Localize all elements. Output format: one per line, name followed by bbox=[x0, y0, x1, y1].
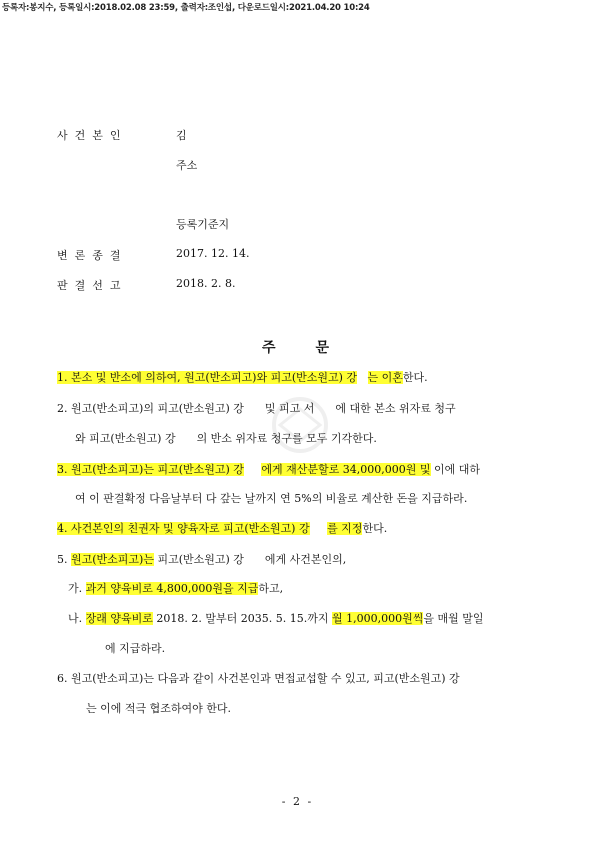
item-4-highlight-a: 4. 사건본인의 친권자 및 양육자로 피고(반소원고) 강 bbox=[57, 522, 310, 535]
item-5-na-tail: 을 매월 말일 bbox=[423, 612, 484, 625]
item-5-na-highlight-a: 장래 양육비로 bbox=[85, 612, 153, 625]
item-2-line-1: 2. 원고(반소피고)의 피고(반소원고) 강 및 피고 서 에 대한 본소 위자료 청구 bbox=[57, 402, 456, 415]
item-2-line-2: 와 피고(반소원고) 강 의 반소 위자료 청구를 모두 기각한다. bbox=[75, 432, 377, 445]
item-4-highlight-b: 를 지정 bbox=[327, 522, 363, 535]
address-label: 주소 bbox=[176, 159, 198, 172]
verdict-date: 2018. 2. 8. bbox=[176, 277, 236, 290]
item-1 bbox=[57, 369, 428, 385]
item-5-ga-tail: 하고, bbox=[258, 582, 284, 595]
item-4 bbox=[57, 520, 387, 536]
item-5-highlight: 원고(반소피고)는 bbox=[71, 553, 154, 566]
item-1-highlight-a: 1. 본소 및 반소에 의하여, 원고(반소피고)와 피고(반소원고) 강 bbox=[57, 371, 358, 384]
item-3-line-1 bbox=[57, 461, 480, 477]
item-1-tail: 한다. bbox=[402, 371, 428, 384]
item-6-line-2: 는 이에 적극 협조하여야 한다. bbox=[86, 702, 231, 715]
item-5-prefix: 5. bbox=[57, 553, 71, 566]
item-5-na-highlight-b: 월 1,000,000원씩 bbox=[331, 612, 424, 625]
title-char-1: 주 bbox=[262, 340, 276, 356]
item-3-tail: 이에 대하 bbox=[430, 463, 481, 476]
item-1-highlight-b: 는 이혼 bbox=[367, 371, 403, 384]
item-4-tail: 한다. bbox=[362, 522, 388, 535]
item-3-line-2: 여 이 판결확정 다음날부터 다 갚는 날까지 연 5%의 비율로 계산한 돈을 지급하라. bbox=[75, 492, 468, 505]
case-name: 김 bbox=[176, 129, 187, 142]
item-1-gap bbox=[357, 371, 368, 384]
close-date: 2017. 12. 14. bbox=[176, 247, 250, 260]
item-5-ga-highlight: 과거 양육비로 4,800,000원을 지급 bbox=[85, 582, 259, 595]
item-5-na-mid: 2018. 2. 말부터 2035. 5. 15.까지 bbox=[152, 612, 332, 625]
item-4-gap bbox=[310, 522, 327, 535]
item-5-ga bbox=[68, 580, 283, 596]
item-3-gap bbox=[244, 463, 261, 476]
case-label: 사건본인 bbox=[57, 129, 128, 142]
download-header: 등록자:봉지수, 등록일시:2018.02.08 23:59, 출력자:조인섭, 다운로드일시:2021.04.20 10:24 bbox=[2, 3, 370, 13]
title-char-2: 문 bbox=[315, 340, 330, 356]
item-5-na bbox=[68, 610, 483, 626]
item-5-na-prefix: 나. bbox=[68, 612, 86, 625]
item-5-ga-prefix: 가. bbox=[68, 582, 86, 595]
item-3-highlight-a: 3. 원고(반소피고)는 피고(반소원고) 강 bbox=[57, 463, 244, 476]
close-label: 변론종결 bbox=[57, 249, 128, 262]
page-number: - 2 - bbox=[281, 795, 314, 808]
item-5-tail: 피고(반소원고) 강 에게 사건본인의, bbox=[153, 553, 347, 566]
item-5-na-line-2: 에 지급하라. bbox=[105, 642, 166, 655]
verdict-label: 판결선고 bbox=[57, 279, 128, 292]
item-3-highlight-b: 에게 재산분할로 34,000,000원 및 bbox=[261, 463, 431, 476]
item-6-line-1: 6. 원고(반소피고)는 다음과 같이 사건본인과 면접교섭할 수 있고, 피고(반소원고) 강 bbox=[57, 672, 460, 685]
judgment-title bbox=[262, 337, 329, 357]
item-5 bbox=[57, 551, 346, 567]
registry-label: 등록기준지 bbox=[176, 218, 230, 231]
